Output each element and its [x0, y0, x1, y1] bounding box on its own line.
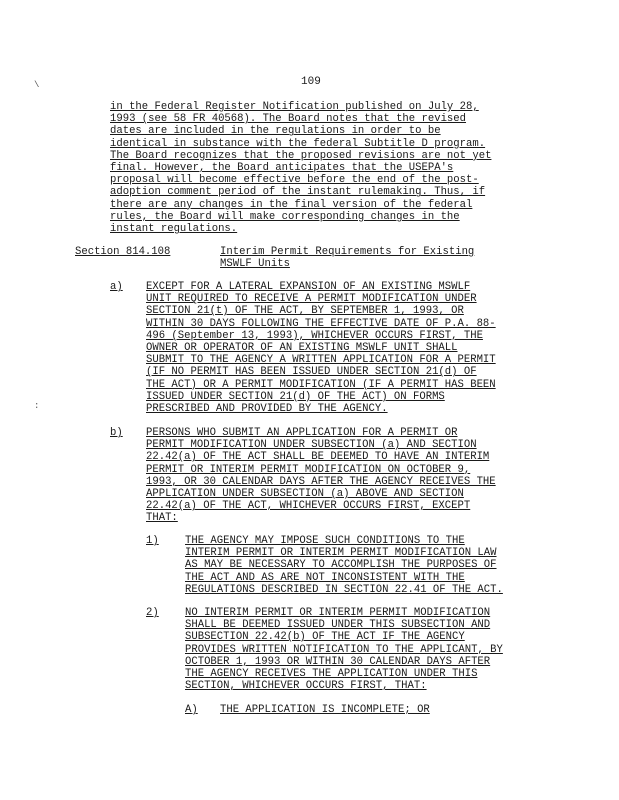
subitem-a-text: THE APPLICATION IS INCOMPLETE; OR [220, 704, 430, 716]
item-1-label: 1) [146, 535, 159, 547]
subsection-a-label: a) [110, 281, 123, 293]
subsection-b-text: PERSONS WHO SUBMIT AN APPLICATION FOR A PERMIT OR PERMIT MODIFICATION UNDER SUBSECTION (a) AND SECTION 22.42(a) OF THE ACT SHALL BE DEEMED TO HAVE AN INTERIM PERMIT OR INTERIM PERMIT MODIFICATION ON OCTOBER 9, 1993, OR 30 CALENDAR DAYS AFTER THE AGENCY RECEIVES THE APPLICATION UNDER SUBSECTION (a) ABOVE AND SECTION 22.42(a) OF THE ACT, WHICHEVER OCCURS FIRST, EXCEPT THAT: [146, 427, 496, 525]
section-title: Interim Permit Requirements for Existing MSWLF Units [220, 246, 475, 271]
item-2-label: 2) [146, 607, 159, 619]
intro-paragraph: in the Federal Register Notification published on July 28, 1993 (see 58 FR 40568). The Board notes that the revised dates are included in the regulations in order to be identical in substance with the federal Subtitle D program. The Board recognizes that the proposed revisions are not yet final. However, the Board anticipates that the USEPA's proposal will become effective before the end of the post- adoption comment period of the instant rulemaking. Thus, if there are any changes in the final version of the federal rules, the Board will make corresponding changes in the instant regulations. [110, 101, 492, 236]
subsection-b-label: b) [110, 427, 123, 439]
margin-mark-middle: : [34, 401, 40, 411]
margin-mark-top: \ [34, 80, 40, 90]
item-2-text: NO INTERIM PERMIT OR INTERIM PERMIT MODIFICATION SHALL BE DEEMED ISSUED UNDER THIS SUBSECTION AND SUBSECTION 22.42(b) OF THE ACT IF THE AGENCY PROVIDES WRITTEN NOTIFICATION TO THE APPLICANT, BY OCTOBER 1, 1993 OR WITHIN 30 CALENDAR DAYS AFTER THE AGENCY RECEIVES THE APPLICATION UNDER THIS SECTION, WHICHEVER OCCURS FIRST, THAT: [185, 607, 503, 693]
item-1-text: THE AGENCY MAY IMPOSE SUCH CONDITIONS TO THE INTERIM PERMIT OR INTERIM PERMIT MODIFICATION LAW AS MAY BE NECESSARY TO ACCOMPLISH THE PURPOSES OF THE ACT AND AS ARE NOT INCONSISTENT WITH THE REGULATIONS DESCRIBED IN SECTION 22.41 OF THE ACT. [185, 535, 503, 596]
subitem-a-label: A) [185, 704, 198, 716]
section-number: Section 814.108 [75, 246, 171, 258]
page-number: 109 [301, 76, 321, 88]
subsection-a-text: EXCEPT FOR A LATERAL EXPANSION OF AN EXISTING MSWLF UNIT REQUIRED TO RECEIVE A PERMIT MODIFICATION UNDER SECTION 21(t) OF THE ACT, BY SEPTEMBER 1, 1993, OR WITHIN 30 DAYS FOLLOWING THE EFFECTIVE DATE OF P.A. 88- 496 (September 13, 1993), WHICHEVER OCCURS FIRST, THE OWNER OR OPERATOR OF AN EXISTING MSWLF UNIT SHALL SUBMIT TO THE AGENCY A WRITTEN APPLICATION FOR A PERMIT (IF NO PERMIT HAS BEEN ISSUED UNDER SECTION 21(d) OF THE ACT) OR A PERMIT MODIFICATION (IF A PERMIT HAS BEEN ISSUED UNDER SECTION 21(d) OF THE ACT) ON FORMS PRESCRIBED AND PROVIDED BY THE AGENCY. [146, 281, 496, 416]
